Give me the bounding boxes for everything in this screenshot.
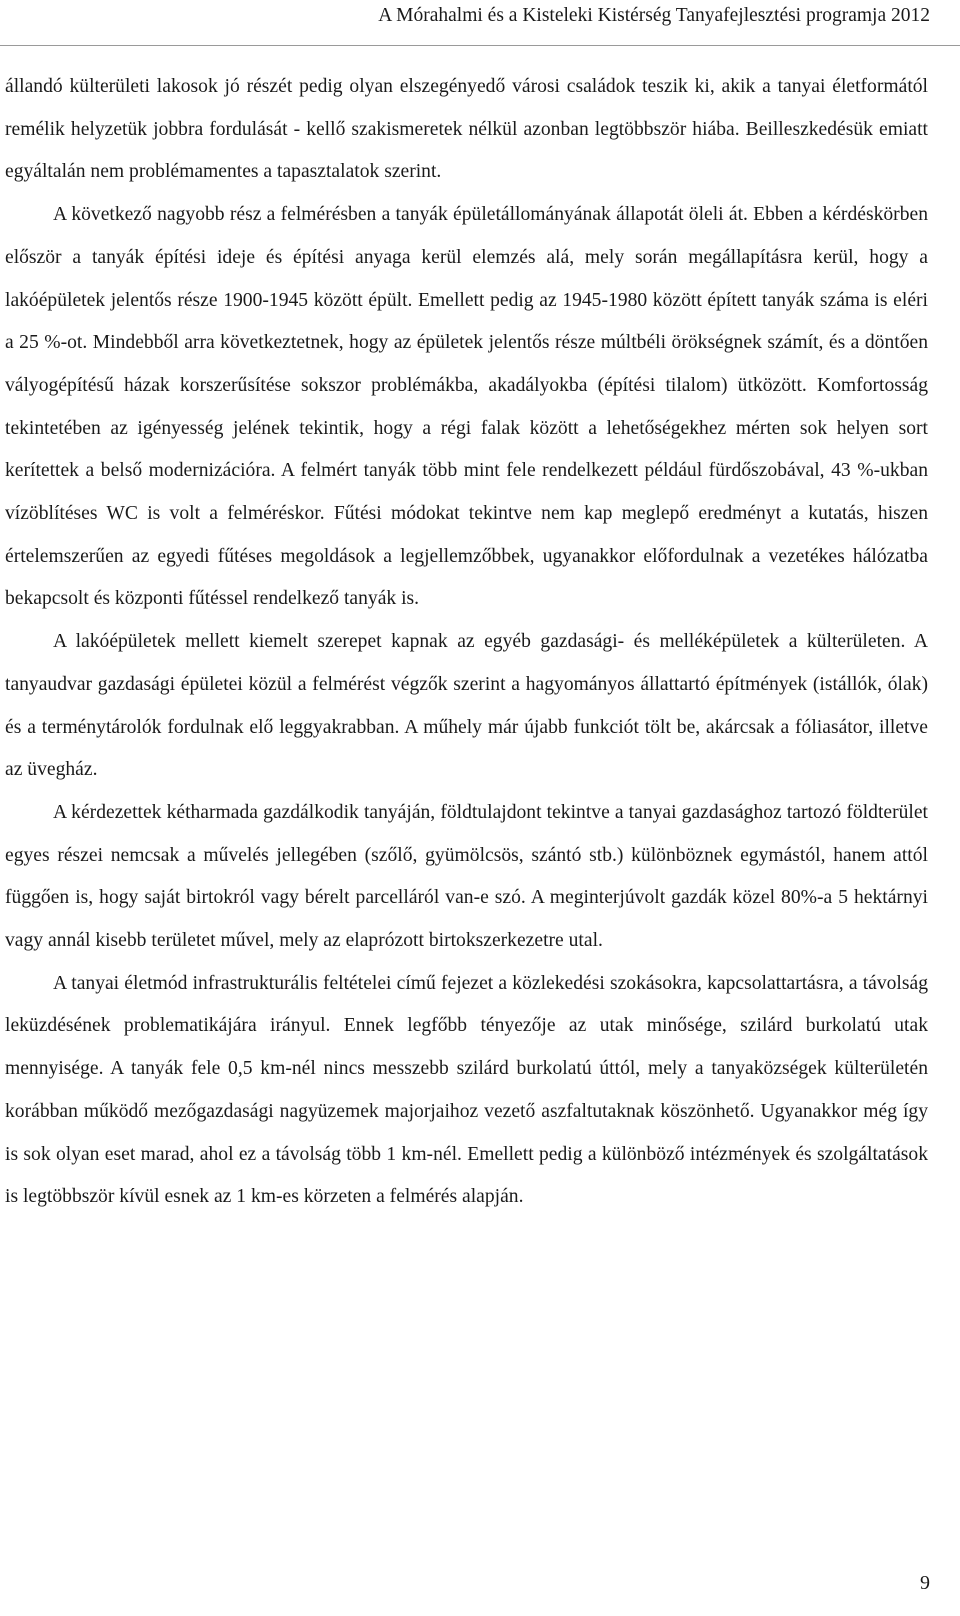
paragraph-land-use: A kérdezettek kétharmada gazdálkodik tanyáján, földtulajdont tekintve a tanyai gazdasághoz tartozó földterület egyes részei nemcsak a művelés jellegében (szőlő, gyümölcsös, szántó stb.) különböznek egymástól, hanem attól függően is, hogy saját birtokról vagy bérelt parcelláról van-e szó. A meginterjúvolt gazdák közel 80%-a 5 hektárnyi vagy annál kisebb területet művel, mely az elaprózott birtokszerkezetre utal. [5,801,928,952]
running-header-title: A Mórahalmi és a Kisteleki Kistérség Tanyafejlesztési programja 2012 [378,5,930,26]
document-body [5,66,928,1219]
paragraph-infrastructure: A tanyai életmód infrastrukturális feltételei című fejezet a közlekedési szokásokra, kapcsolattartásra, a távolság leküzdésének problematikájára irányul. Ennek legfőbb tényezője az utak minősége, szilárd burkolatú utak mennyisége. A tanyák fele 0,5 km-nél nincs messzebb szilárd burkolatú úttól, mely a tanyaközségek külterületén korábban működő mezőgazdasági nagyüzemek majorjaihoz vezető aszfaltutaknak köszönhető. Ugyanakkor még így is sok olyan eset marad, ahol ez a távolság több 1 km-nél. Emellett pedig a különböző intézmények és szolgáltatások is legtöbbször kívül esnek az 1 km-es körzeten a felmérés alapján. [5,972,928,1208]
header-divider [0,45,960,46]
paragraph-building-stock: A következő nagyobb rész a felmérésben a tanyák épületállományának állapotát öleli át. Ebben a kérdéskörben először a tanyák építési ideje és építési anyaga kerül elemzés alá, mely során megállapításra kerül, hogy a lakóépületek jelentős része 1900-1945 között épült. Emellett pedig az 1945-1980 között épített tanyák száma is eléri a 25 %-ot. Mindebből arra következtetnek, hogy az épületek jelentős része múltbéli örökségnek számít, és a döntően vályogépítésű házak korszerűsítése sokszor problémákba, akadályokba (építési tilalom) ütközött. Komfortosság tekintetében az igényesség jelének tekintik, hogy a régi falak között a lehetőségekhez mérten sok helyen sort kerítettek a belső modernizációra. A felmért tanyák több mint fele rendelkezett például fürdőszobával, 43 %-ukban vízöblítéses WC is volt a felméréskor. Fűtési módokat tekintve nem kap meglepő eredményt a kutatás, hiszen értelemszerűen az egyedi fűtéses megoldások a legjellemzőbbek, ugyanakkor előfordulnak a vezetékes hálózatba bekapcsolt és központi fűtéssel rendelkező tanyák is. [5,204,928,610]
page-number: 9 [920,1572,930,1594]
paragraph-continuation: állandó külterületi lakosok jó részét pedig olyan elszegényedő városi családok teszik ki, akik a tanyai életformától remélik helyzetük jobbra fordulását - kellő szakismeretek nélkül azonban legtöbbször hiába. Beilleszkedésük emiatt egyáltalán nem problémamentes a tapasztalatok szerint. [5,76,928,183]
paragraph-outbuildings: A lakóépületek mellett kiemelt szerepet kapnak az egyéb gazdasági- és melléképületek a külterületen. A tanyaudvar gazdasági épületei közül a felmérést végzők szerint a hagyományos állattartó építmények (istállók, ólak) és a terménytárolók fordulnak elő leggyakrabban. A műhely már újabb funkciót tölt be, akárcsak a fóliasátor, illetve az üvegház. [5,631,928,781]
